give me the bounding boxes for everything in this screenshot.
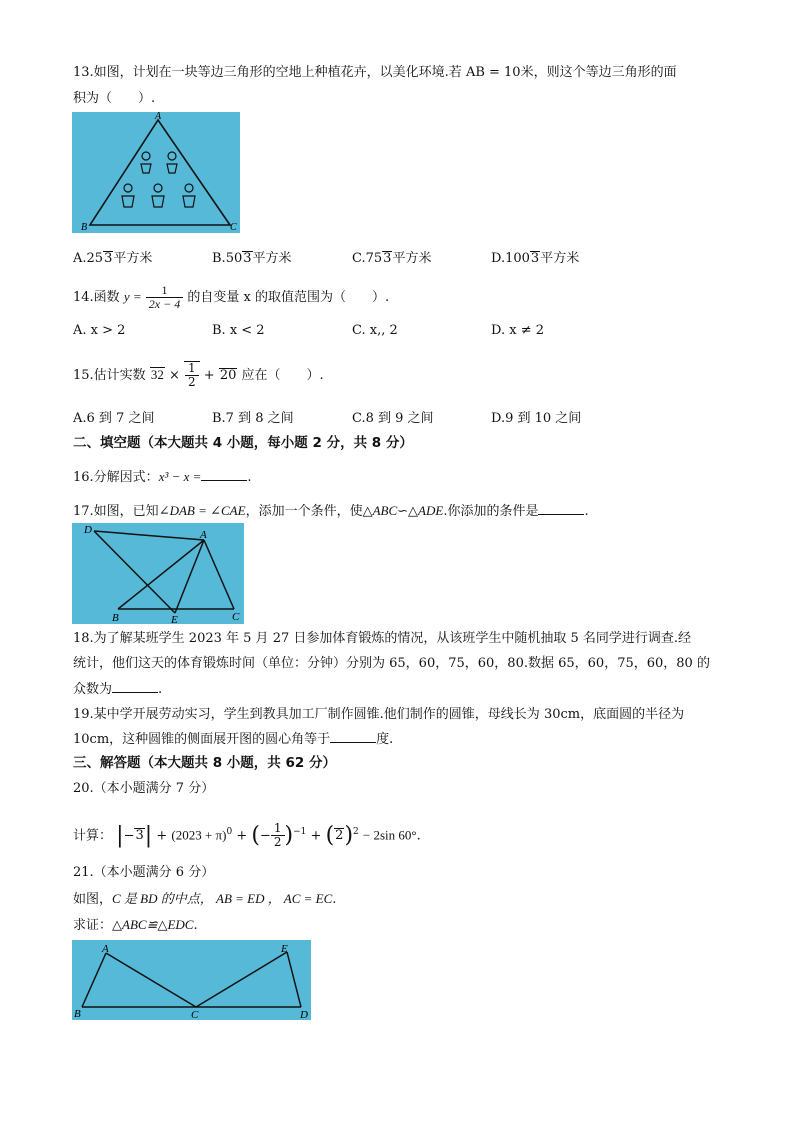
q15-line: 15.估计实数 32 × $\frac{1}{2}$ + 20 应在（ ）. <box>73 361 324 389</box>
q19-blank[interactable] <box>330 730 376 743</box>
q17-label-b: B <box>112 612 119 624</box>
q13-label-a: A <box>155 112 162 122</box>
q16-blank[interactable] <box>201 468 247 481</box>
q14-option-a: A. x > 2 <box>73 323 126 338</box>
section-2-heading: 二、填空题（本大题共 4 小题，每小题 2 分，共 8 分） <box>73 435 413 451</box>
q15-option-b: B.7 到 8 之间 <box>212 411 294 426</box>
q14-option-c: C. x,, 2 <box>352 323 398 338</box>
q17-label-e: E <box>171 614 178 624</box>
q17-figure <box>72 523 244 624</box>
q17-label-c: C <box>232 611 240 623</box>
q21-figure <box>72 940 311 1020</box>
q21-label-d: D <box>300 1009 308 1020</box>
q21-label-a: A <box>102 943 109 955</box>
q18-line1: 18.为了解某班学生 2023 年 5 月 27 日参加体育锻炼的情况，从该班学生中随机抽取 5 名同学进行调查.经 <box>73 631 692 646</box>
q21-label-b: B <box>74 1008 81 1020</box>
q13-figure <box>72 112 240 233</box>
q18-line3: 众数为 . <box>73 682 163 697</box>
q21-title: 21.（本小题满分 6 分） <box>73 865 215 880</box>
q13-option-c: C.753平方米 <box>352 251 432 266</box>
q19-line2: 10cm，这种圆锥的侧面展开图的圆心角等于 度. <box>73 732 394 747</box>
q14-line: 14.函数 y = $\frac{1}{2x - 4}$ 的自变量 x 的取值范围为（ ）. <box>73 283 390 311</box>
q15-option-a: A.6 到 7 之间 <box>73 411 155 426</box>
q17-blank[interactable] <box>538 502 584 515</box>
q19-line1: 19.某中学开展劳动实习，学生到教具加工厂制作圆锥.他们制作的圆锥，母线长为 30cm，底面圆的半径为 <box>73 707 685 722</box>
q21-prove: 求证：△ABC≌△EDC. <box>73 917 198 933</box>
q13-option-a: A.253平方米 <box>73 251 153 266</box>
q14-option-b: B. x < 2 <box>212 323 265 338</box>
q21-label-c: C <box>191 1009 199 1020</box>
q13-line1: 13.如图，计划在一块等边三角形的空地上种植花卉，以美化环境.若 AB = 10米，则这个等边三角形的面 <box>73 65 677 80</box>
q16-line: 16.分解因式：x³ − x = . <box>73 469 252 485</box>
q18-blank[interactable] <box>112 680 158 693</box>
q13-option-d: D.1003平方米 <box>491 251 580 266</box>
q13-option-b: B.503平方米 <box>212 251 292 266</box>
q21-label-e: E <box>281 943 288 955</box>
q17-line: 17.如图，已知∠DAB = ∠CAE，添加一个条件，使△ABC∽△ADE.你添加的条件是 . <box>73 503 589 519</box>
section-3-heading: 三、解答题（本大题共 8 小题，共 62 分） <box>73 755 336 771</box>
q17-label-a: A <box>200 529 207 541</box>
q20-title: 20.（本小题满分 7 分） <box>73 781 215 796</box>
q13-label-c: C <box>230 222 237 233</box>
q21-given: 如图，C 是 BD 的中点， AB = ED ， AC = EC. <box>73 891 337 907</box>
flowerpot-icons <box>122 152 195 207</box>
q20-expression: 计算： $|-3| + (2023 + \pi)^0$ + (− $\frac{1}{2}$ )$^{-1} + (2)^2 - 2\sin$ 60°. <box>73 821 421 850</box>
q14-option-d: D. x ≠ 2 <box>491 323 544 338</box>
q15-option-c: C.8 到 9 之间 <box>352 411 434 426</box>
q17-label-d: D <box>84 524 92 536</box>
q13-label-b: B <box>81 222 88 233</box>
q13-line2: 积为（ ）. <box>73 91 156 106</box>
q15-option-d: D.9 到 10 之间 <box>491 411 582 426</box>
q18-line2: 统计，他们这天的体育锻炼时间（单位：分钟）分别为 65，60，75，60，80.数据 65，60，75，60，80 的 <box>73 656 710 671</box>
